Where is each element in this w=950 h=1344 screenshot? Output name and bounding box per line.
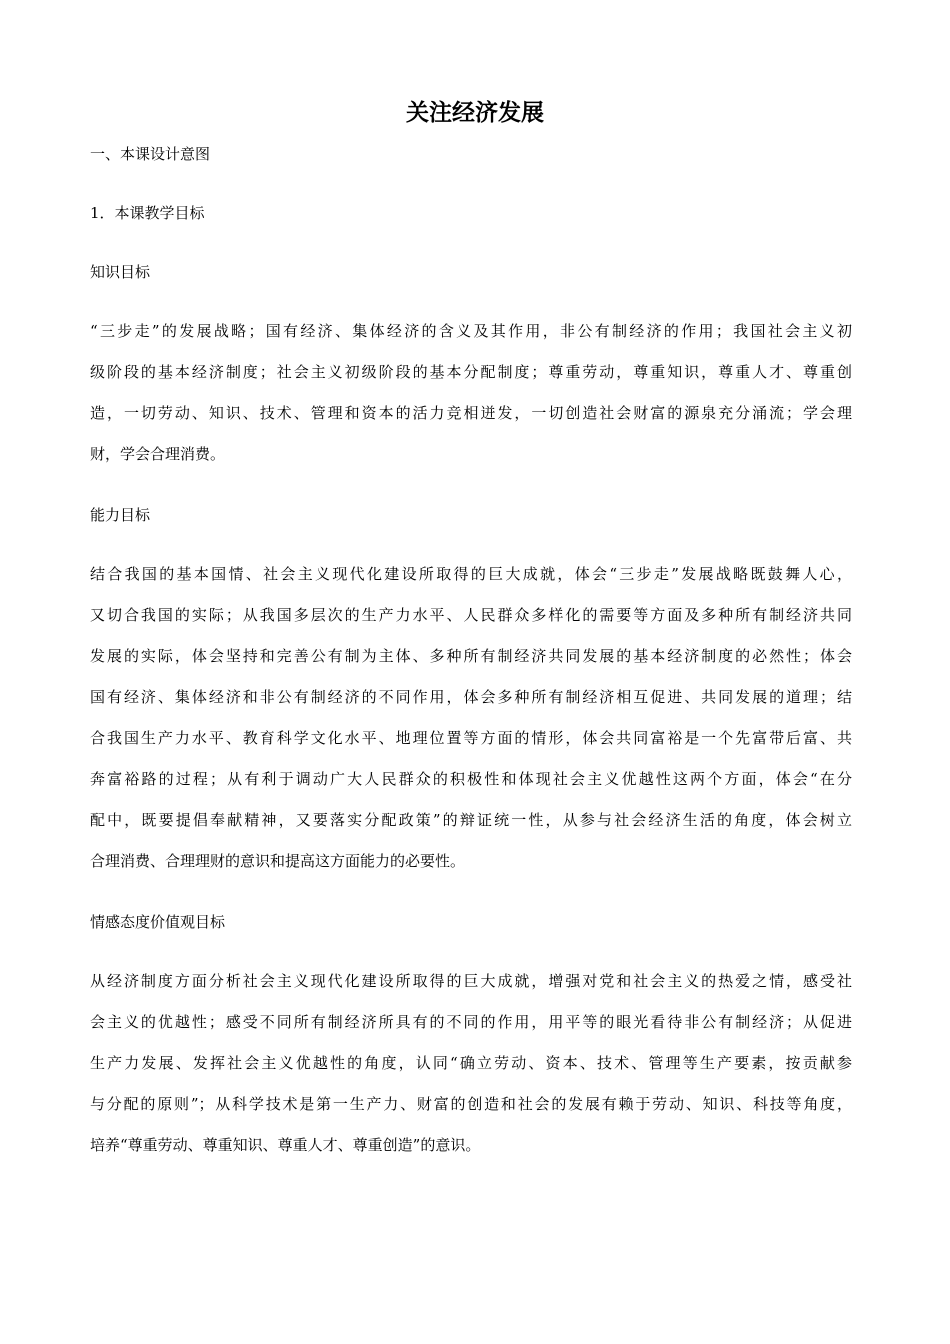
paragraph-line: 与分配的原则”；从科学技术是第一生产力、财富的创造和社会的发展有赖于劳动、知识、科技等角度，	[90, 1095, 852, 1113]
paragraph-line: 合理消费、合理理财的意识和提高这方面能力的必要性。	[90, 852, 466, 870]
paragraph-line: 又切合我国的实际；从我国多层次的生产力水平、人民群众多样化的需要等方面及多种所有制经济共同	[90, 606, 852, 624]
ability-goal-paragraph	[90, 564, 852, 871]
paragraph-line: 从经济制度方面分析社会主义现代化建设所取得的巨大成就，增强对党和社会主义的热爱之情，感受社	[90, 972, 852, 990]
subsection-heading: 1．本课教学目标	[90, 204, 205, 222]
paragraph-line: 培养“尊重劳动、尊重知识、尊重人才、尊重创造”的意识。	[90, 1136, 481, 1154]
document-title: 关注经济发展	[406, 100, 544, 126]
section-heading: 一、本课设计意图	[90, 145, 211, 163]
emotion-goal-paragraph	[90, 971, 852, 1155]
paragraph-line: 国有经济、集体经济和非公有制经济的不同作用，体会多种所有制经济相互促进、共同发展的道理；结	[90, 688, 852, 706]
paragraph-line: 配中，既要提倡奉献精神，又要落实分配政策”的辩证统一性，从参与社会经济生活的角度，体会树立	[90, 811, 852, 829]
knowledge-goal-heading: 知识目标	[90, 263, 151, 281]
paragraph-line: 奔富裕路的过程；从有利于调动广大人民群众的积极性和体现社会主义优越性这两个方面，体会“在分	[90, 770, 852, 788]
ability-goal-heading: 能力目标	[90, 506, 151, 524]
emotion-goal-heading: 情感态度价值观目标	[90, 913, 226, 931]
paragraph-line: “三步走”的发展战略；国有经济、集体经济的含义及其作用，非公有制经济的作用；我国社会主义初	[90, 322, 852, 340]
paragraph-line: 会主义的优越性；感受不同所有制经济所具有的不同的作用，用平等的眼光看待非公有制经济；从促进	[90, 1013, 852, 1031]
paragraph-line: 生产力发展、发挥社会主义优越性的角度，认同“确立劳动、资本、技术、管理等生产要素，按贡献参	[90, 1054, 852, 1072]
paragraph-line: 结合我国的基本国情、社会主义现代化建设所取得的巨大成就，体会“三步走”发展战略既鼓舞人心，	[90, 565, 852, 583]
paragraph-line: 合我国生产力水平、教育科学文化水平、地理位置等方面的情形，体会共同富裕是一个先富带后富、共	[90, 729, 852, 747]
document-body	[90, 144, 852, 1196]
paragraph-line: 发展的实际，体会坚持和完善公有制为主体、多种所有制经济共同发展的基本经济制度的必然性；体会	[90, 647, 852, 665]
paragraph-line: 造，一切劳动、知识、技术、管理和资本的活力竞相迸发，一切创造社会财富的源泉充分涌流；学会理	[90, 404, 852, 422]
paragraph-line: 财，学会合理消费。	[90, 445, 226, 463]
knowledge-goal-paragraph	[90, 321, 852, 464]
paragraph-line: 级阶段的基本经济制度；社会主义初级阶段的基本分配制度；尊重劳动，尊重知识，尊重人才、尊重创	[90, 363, 852, 381]
